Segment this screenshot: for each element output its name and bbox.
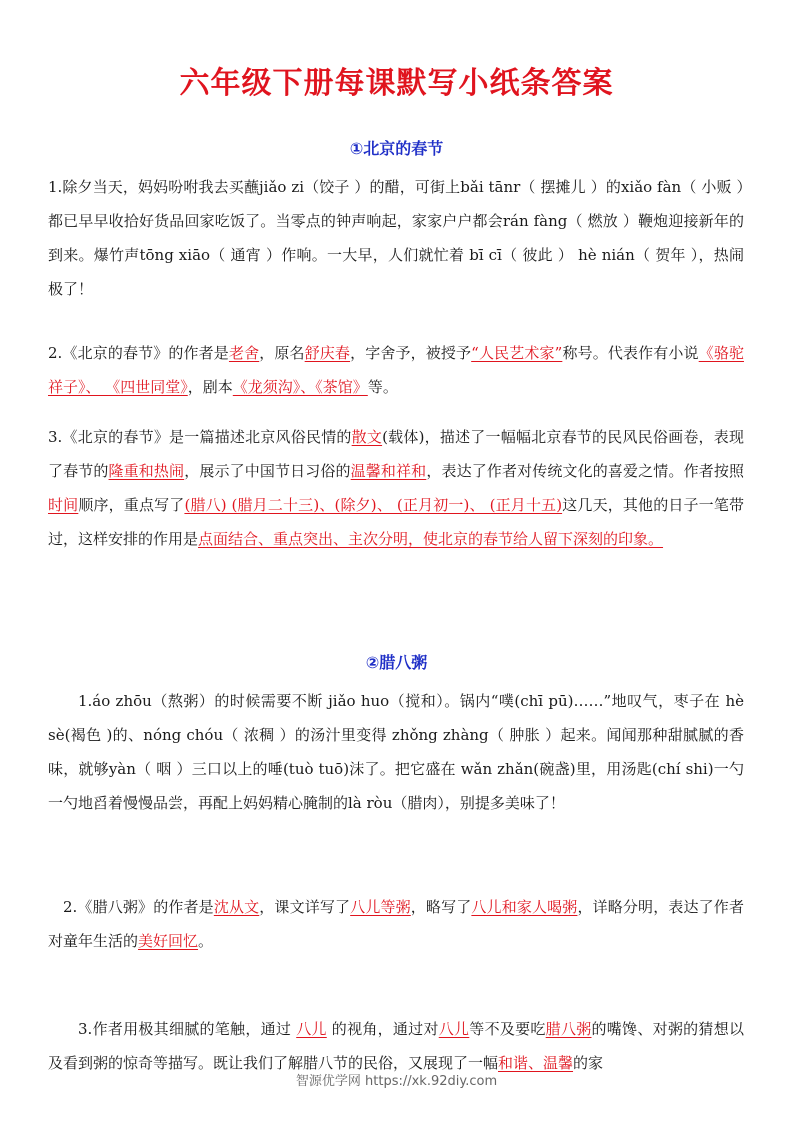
question-text: 的家 (573, 1054, 604, 1072)
question-text: 2.《腊八粥》的作者是 (63, 898, 214, 916)
answer-text: 《龙须沟》、《茶馆》 (232, 378, 368, 396)
answer-text: 《骆驼祥子》、 《四世同堂》 (48, 344, 744, 396)
answer-text: 八儿和家人喝粥 (471, 898, 578, 916)
answer-text: 腊八粥 (545, 1020, 592, 1038)
question-text: 等不及要吃 (469, 1020, 546, 1038)
question-text: 2.《北京的春节》的作者是 (48, 344, 229, 362)
section-heading-beijing-spring-festival: ①北京的春节 (349, 139, 444, 158)
question-text: 的嘴馋、对粥的猜想以及看到粥的惊奇等描写。既让我们了解腊八节的民俗，又展现了一幅 (48, 1020, 744, 1072)
answer-text: 八儿等粥 (350, 898, 411, 916)
question-text: 3.作者用极其细腻的笔触，通过 (78, 1020, 297, 1038)
question-text: ，展示了中国节日习俗的 (184, 462, 351, 480)
question-text: ，表达了作者对传统文化的喜爱之情。作者按照 (426, 462, 744, 480)
answer-text: 隆重和热闹 (108, 462, 185, 480)
answer-text: 时间 (48, 496, 79, 514)
answer-text: 温馨和祥和 (350, 462, 427, 480)
footer-watermark: 智源优学网 https://xk.92diy.com (295, 1074, 498, 1089)
question-text: ，剧本 (187, 378, 233, 396)
question-text: 3.《北京的春节》是一篇描述北京风俗民情的 (48, 428, 352, 446)
question-text: 的视角，通过对 (326, 1020, 439, 1038)
answer-text: 老舍 (228, 344, 260, 362)
s2-question-1: 1.áo zhōu（熬粥）的时候需要不断 jiǎo huo（搅和）。锅内“噗(chī pū)……”地叹气，枣子在 hè sè(褐色 )的、nóng chóu（ 浓稠 ）的汤汁里变得 zhǒng zhàng（ 肿胀 ）起来。闻闻那种甜腻腻的香味，就够yàn（ 咽 ）三口以上的唾(tuò tuō)沫了。把它盛在 wǎn zhǎn(碗盏)里，用汤匙(chí shi)一勺一勺地舀着慢慢品尝，再配上妈妈精心腌制的là ròu（腊肉），别提多美味了！ (48, 692, 744, 812)
question-text: ，原名 (259, 344, 305, 362)
question-text: 等。 (367, 378, 398, 396)
question-text: (载体)，描述了一幅幅北京春节的民风民俗画卷，表现了春节的 (48, 428, 744, 480)
question-text: 顺序，重点写了 (78, 496, 185, 514)
answer-text: 美好回忆 (138, 932, 199, 950)
question-text: ，详略分明，表达了作者对童年生活的 (48, 898, 744, 950)
answer-text: (腊八) (腊月二十三)、(除夕)、 (正月初一)、 (正月十五) (184, 496, 563, 514)
question-text: 。 (198, 932, 214, 950)
section-heading-laba-porridge: ②腊八粥 (365, 653, 428, 672)
answer-text: 沈从文 (213, 898, 260, 916)
answer-text: 八儿 (296, 1020, 327, 1038)
s1-question-1: 1.除夕当天，妈妈吩咐我去买蘸jiǎo zi（饺子 ）的醋，可街上bǎi tānr（ 摆摊儿 ）的xiǎo fàn（ 小贩 ）都已早早收拾好货品回家吃饭了。当零点的钟声响起，家家户户都会rán fàng（ 燃放 ）鞭炮迎接新年的到来。爆竹声tōng xiāo（ 通宵 ）作响。一大早，人们就忙着 bī cī（ 彼此 ） hè nián（ 贺年 ），热闹极了！ (48, 178, 744, 298)
question-text: ，课文详写了 (259, 898, 351, 916)
answer-text: 点面结合、重点突出、主次分明，使北京的春节给人留下深刻的印象。 (198, 530, 664, 548)
question-text: 这几天，其他的日子一笔带过，这样安排的作用是 (48, 496, 744, 548)
page-title: 六年级下册每课默写小纸条答案 (179, 66, 614, 101)
question-text: ，略写了 (410, 898, 472, 916)
question-text: ，字舍予，被授予 (350, 344, 472, 362)
s1-question-3 (48, 420, 744, 556)
s2-question-2 (48, 890, 744, 958)
s1-question-2 (48, 336, 744, 404)
answer-text: “人民艺术家” (471, 344, 563, 362)
answer-text: 散文 (351, 428, 383, 446)
answer-text: 舒庆春 (304, 344, 351, 362)
question-text: 称号。代表作有小说 (562, 344, 699, 362)
answer-text: 和谐、温馨 (498, 1054, 574, 1072)
answer-text: 八儿 (438, 1020, 470, 1038)
